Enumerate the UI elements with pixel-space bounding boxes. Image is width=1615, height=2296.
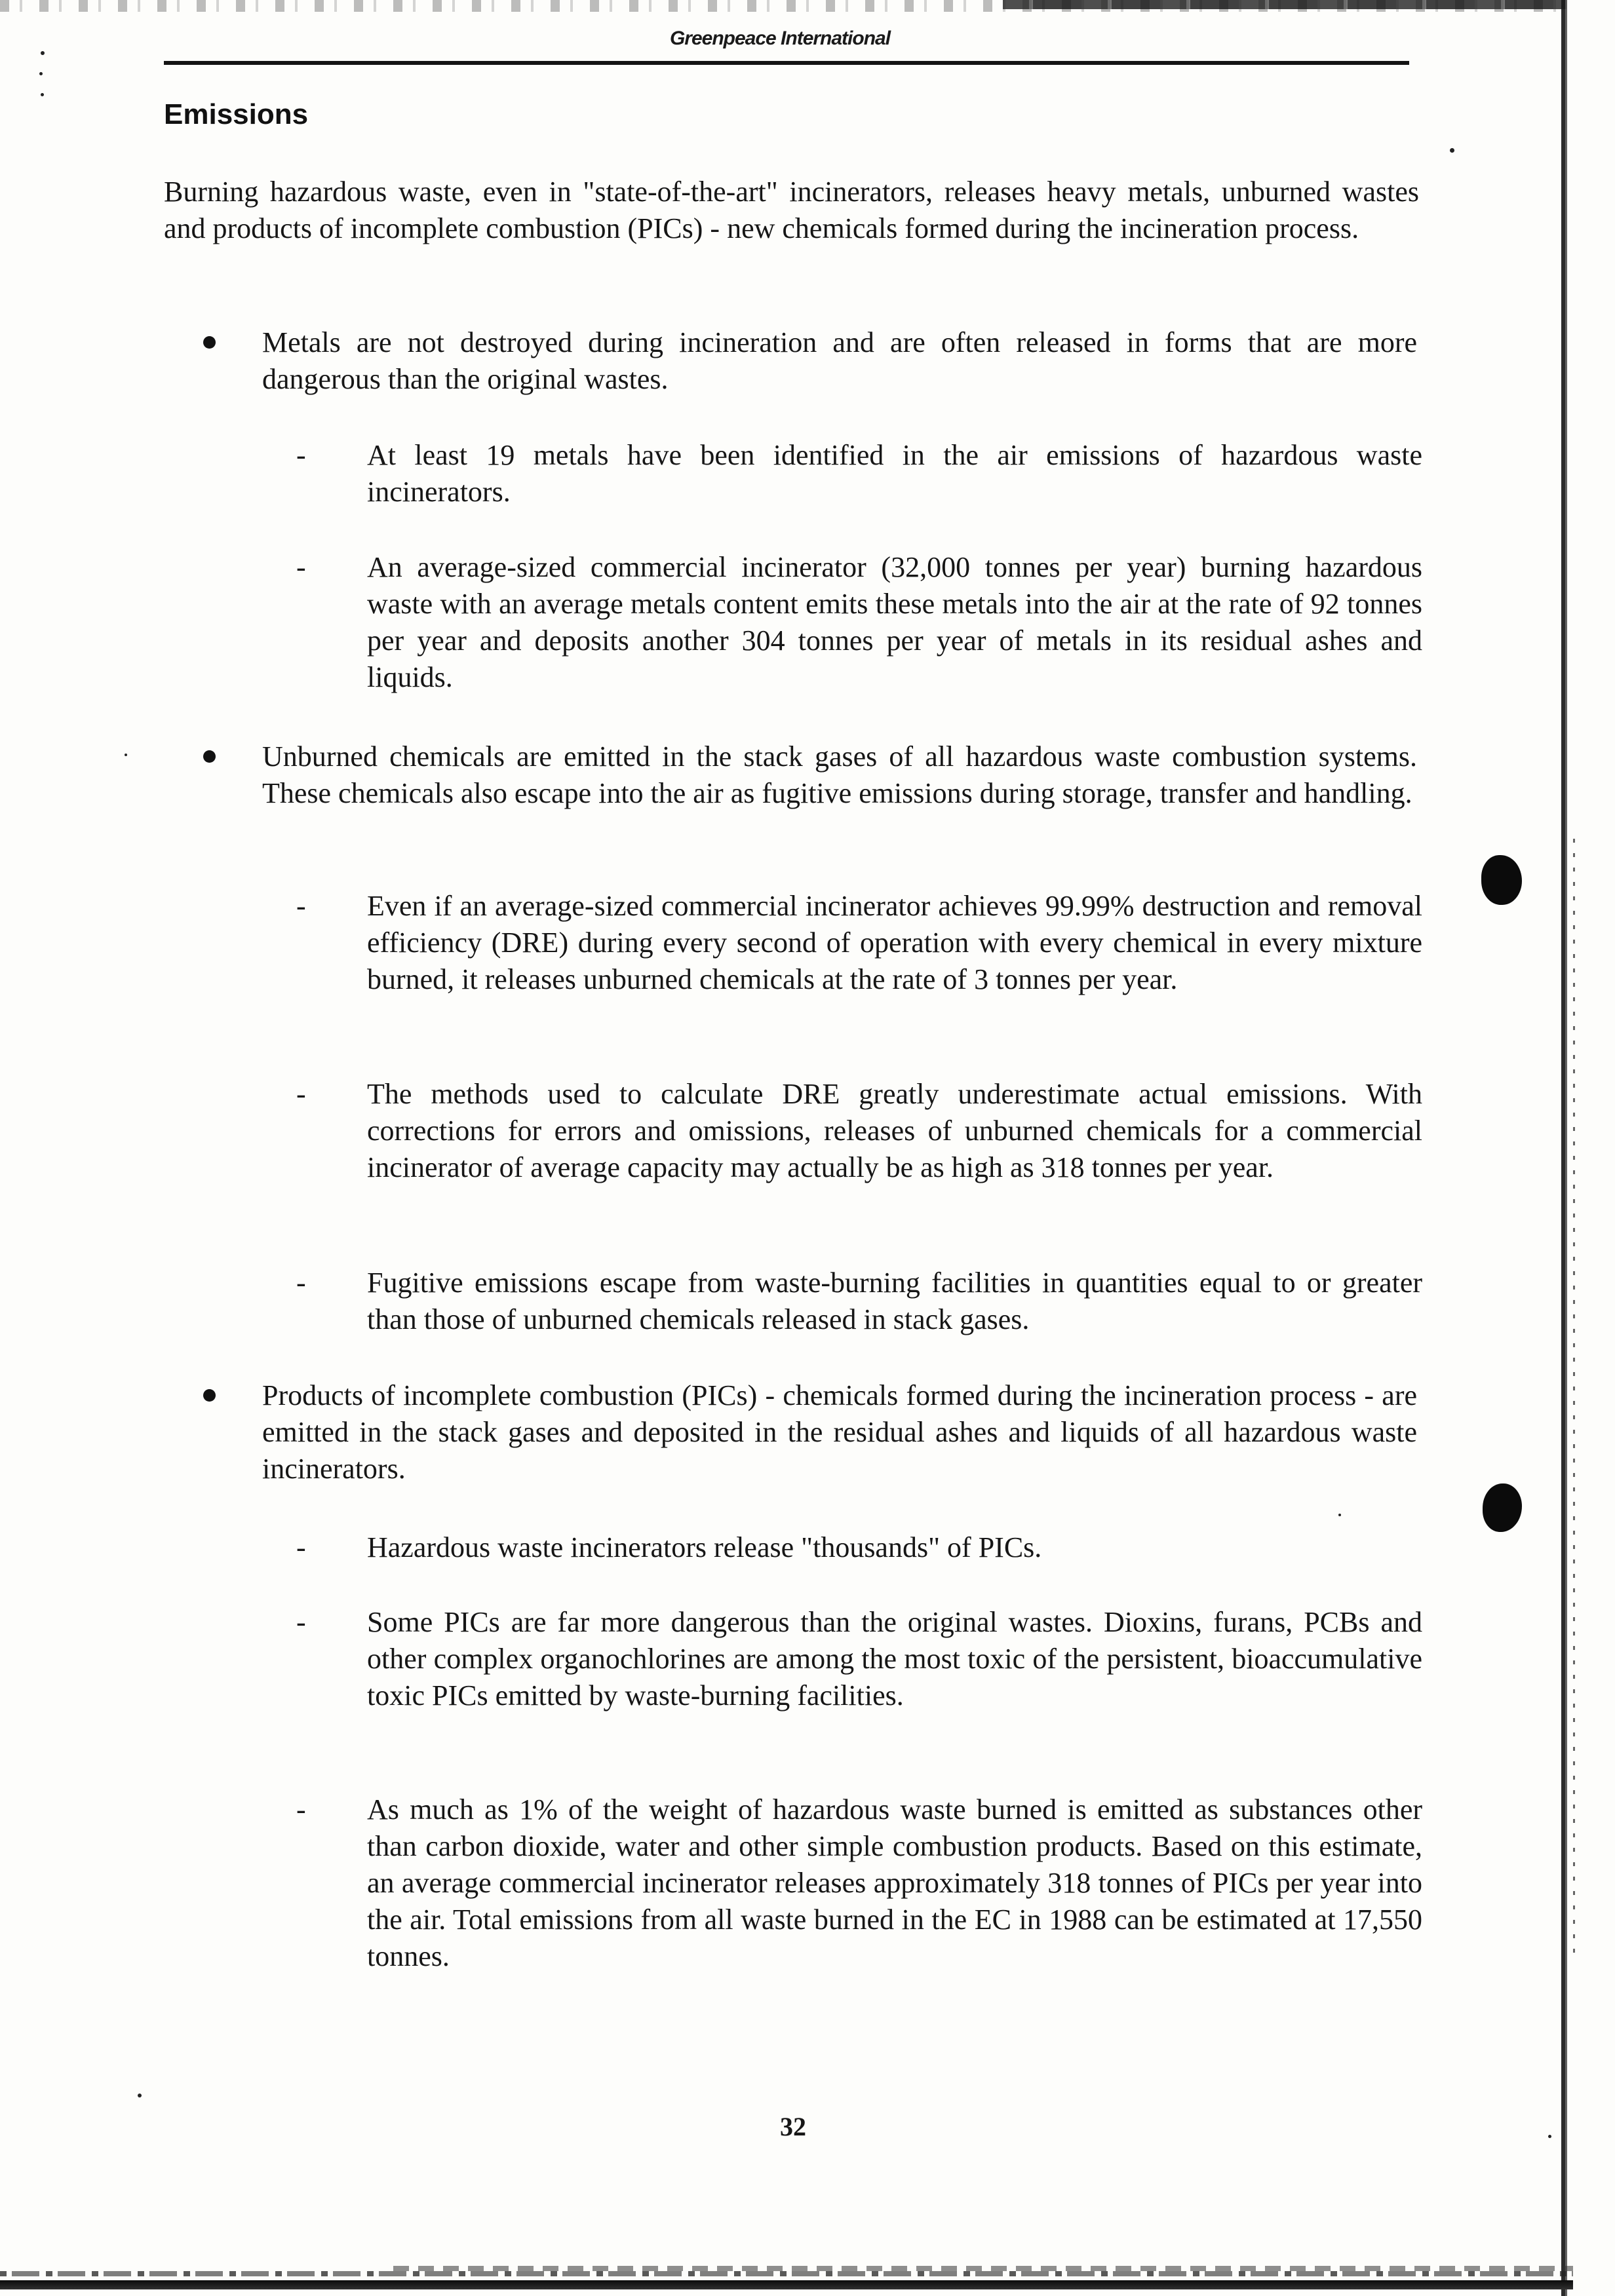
section-heading: Emissions [164,98,309,130]
bullet-text: Products of incomplete combustion (PICs) - chemicals formed during the incineration process - are emitted in the stack gases and deposited in the residual ashes and liquids of all hazardous waste incinerators. [262,1379,1417,1485]
sub-item: Even if an average-sized commercial incinerator achieves 99.99% destruction and removal efficiency (DRE) during every second of operation with every chemical in every mixture burned, it releases unburned chemicals at the rate of 3 tonnes per year. [367,890,1422,995]
bullet-text: Metals are not destroyed during incineration and are often released in forms that are more dangerous than the original wastes. [262,326,1417,395]
sub-item: As much as 1% of the weight of hazardous waste burned is emitted as substances other than carbon dioxide, water and other simple combustion products. Based on this estimate, an average commercial incinerator releases approximately 318 tonnes of PICs per year into the air. Total emissions from all waste burned in the EC in 1988 can be estimated at 17,550 tonnes. [367,1793,1422,1972]
running-header: Greenpeace International [669,28,891,49]
scan-edge-bottom [0,2262,1573,2296]
dash-marker: - [296,1606,306,1638]
sub-item: Hazardous waste incinerators release "thousands" of PICs. [367,1531,1042,1563]
scan-speck [1450,148,1454,153]
bullet-marker [203,750,216,763]
dash-marker: - [296,890,306,922]
sub-item: Fugitive emissions escape from waste-burning facilities in quantities equal to or greater than those of unburned chemicals released in stack gases. [367,1267,1422,1335]
scan-speck [39,72,43,75]
header-rule [164,61,1409,65]
scan-noise-top-dark [1003,0,1566,9]
scan-speck [41,93,44,96]
sub-item: An average-sized commercial incinerator (32,000 tonnes per year) burning hazardous waste with an average metals content emits these metals into the air at the rate of 92 tonnes per year and deposits another 304 tonnes per year of metals in its residual ashes and liquids. [367,551,1422,693]
scan-speck [138,2094,142,2097]
scan-edge-right-dotted [1573,839,1575,1953]
bullet-marker [203,1389,216,1402]
sub-item: At least 19 metals have been identified in the air emissions of hazardous waste incinerators. [367,439,1422,508]
dash-marker: - [296,1531,306,1563]
scan-edge-right [1561,0,1574,2296]
sub-item: Some PICs are far more dangerous than the original wastes. Dioxins, furans, PCBs and other complex organochlorines are among the most toxic of the persistent, bioaccumulative toxic PICs emitted by waste-burning facilities. [367,1606,1422,1712]
dash-marker: - [296,439,306,471]
scan-speck [41,51,45,55]
intro-paragraph: Burning hazardous waste, even in "state-of-the-art" incinerators, releases heavy metals, unburned wastes and products of incomplete combustion (PICs) - new chemicals formed during the incineration process. [164,176,1419,244]
ink-blot [1483,1483,1522,1532]
scan-speck [125,754,127,756]
bullet-text: Unburned chemicals are emitted in the stack gases of all hazardous waste combustion systems. These chemicals also escape into the air as fugitive emissions during storage, transfer and handling. [262,740,1417,809]
dash-marker: - [296,1078,306,1110]
dash-marker: - [296,1267,306,1299]
scan-speck [1338,1514,1341,1516]
ink-blot [1481,855,1522,905]
dash-marker: - [296,551,306,583]
bullet-marker [203,336,216,349]
dash-marker: - [296,1793,306,1826]
page-number: 32 [780,2112,806,2141]
sub-item: The methods used to calculate DRE greatly underestimate actual emissions. With corrections for errors and omissions, releases of unburned chemicals for a commercial incinerator of average capacity may actually be as high as 318 tonnes per year. [367,1078,1422,1183]
